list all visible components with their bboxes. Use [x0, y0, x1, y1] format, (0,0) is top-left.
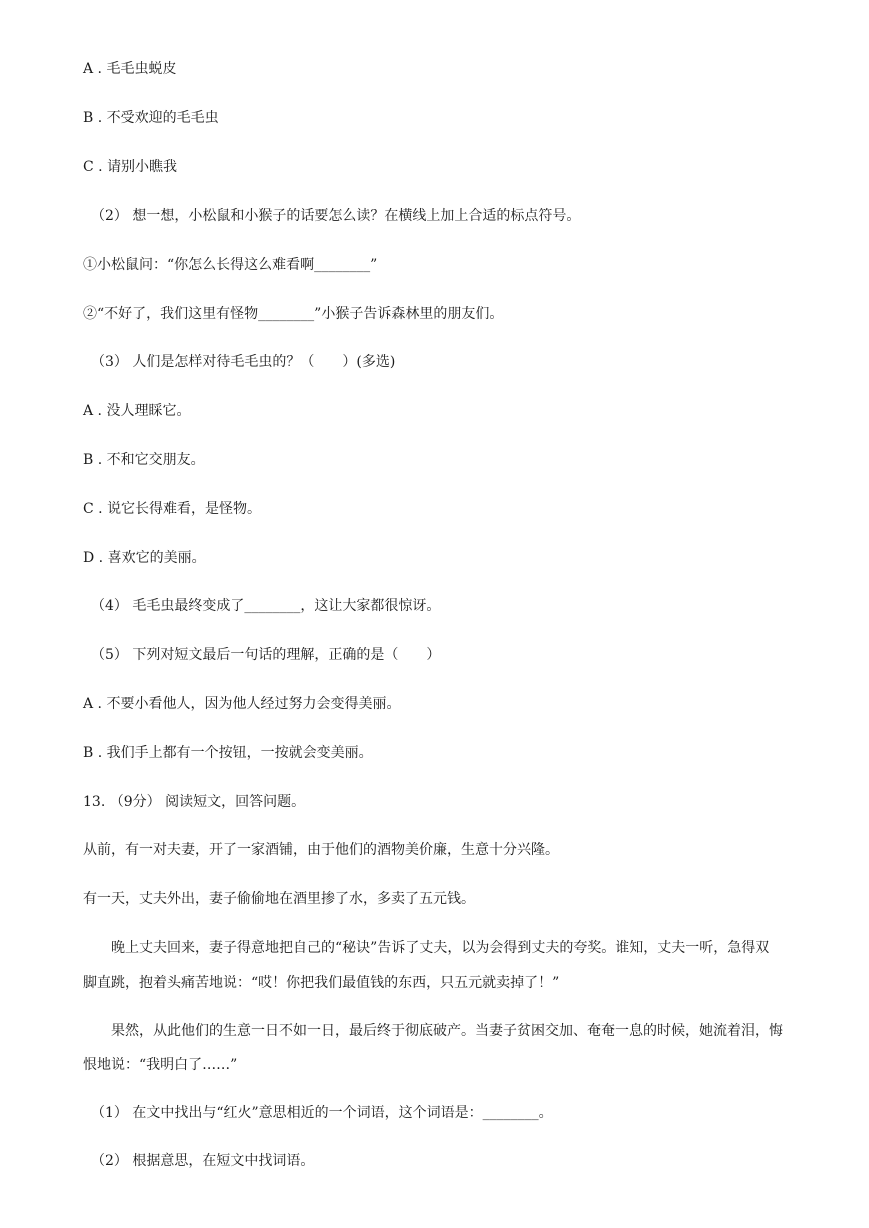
q13-para4-line1: 果然，从此他们的生意一日不如一日，最后终于彻底破产。当妻子贫困交加、奄奄一息的时候，她流着泪，悔 [111, 1023, 783, 1039]
q12-sub2-line1: ①小松鼠问：“你怎么长得这么难看啊________” [83, 257, 378, 273]
q12-sub3-option-a[interactable]: A . 没人理睬它。 [83, 403, 191, 419]
q12-option-b[interactable]: B . 不受欢迎的毛毛虫 [83, 110, 219, 126]
q12-option-a[interactable]: A . 毛毛虫蜕皮 [83, 61, 177, 77]
q12-sub2-line2: ②“不好了，我们这里有怪物________”小猴子告诉森林里的朋友们。 [83, 306, 504, 322]
q12-sub3-option-d[interactable]: D . 喜欢它的美丽。 [83, 550, 206, 566]
q12-sub3-option-c[interactable]: C . 说它长得难看，是怪物。 [83, 501, 262, 517]
q12-sub4-prompt: （4） 毛毛虫最终变成了________，这让大家都很惊讶。 [91, 598, 441, 614]
q12-sub3-prompt: （3） 人们是怎样对待毛毛虫的？（ ）(多选) [91, 354, 396, 370]
q12-sub2-prompt: （2） 想一想，小松鼠和小猴子的话要怎么读？在横线上加上合适的标点符号。 [91, 208, 581, 224]
q13-para3-line1: 晚上丈夫回来，妻子得意地把自己的“秘诀”告诉了丈夫，以为会得到丈夫的夸奖。谁知，丈夫一听，急得双 [111, 940, 770, 956]
q13-sub1-prompt: （1） 在文中找出与“红火”意思相近的一个词语，这个词语是：________。 [91, 1105, 553, 1121]
q13-para3-line2: 脚直跳，抱着头痛苦地说：“哎！你把我们最值钱的东西，只五元就卖掉了！” [83, 975, 560, 991]
q13-para1: 从前，有一对夫妻，开了一家酒铺，由于他们的酒物美价廉，生意十分兴隆。 [83, 842, 559, 858]
q12-option-c[interactable]: C . 请别小瞧我 [83, 159, 178, 175]
q13-para4-line2: 恨地说：“我明白了……” [83, 1057, 238, 1073]
q12-sub5-option-b[interactable]: B . 我们手上都有一个按钮，一按就会变美丽。 [83, 745, 373, 761]
q12-sub5-option-a[interactable]: A . 不要小看他人，因为他人经过努力会变得美丽。 [83, 696, 401, 712]
q12-sub5-prompt: （5） 下列对短文最后一句话的理解，正确的是（ ） [91, 647, 441, 663]
q13-para2: 有一天，丈夫外出，妻子偷偷地在酒里掺了水，多卖了五元钱。 [83, 891, 475, 907]
q13-sub2-prompt: （2） 根据意思，在短文中找词语。 [91, 1153, 315, 1169]
q13-heading: 13. （9分） 阅读短文，回答问题。 [83, 794, 306, 810]
q12-sub3-option-b[interactable]: B . 不和它交朋友。 [83, 452, 205, 468]
